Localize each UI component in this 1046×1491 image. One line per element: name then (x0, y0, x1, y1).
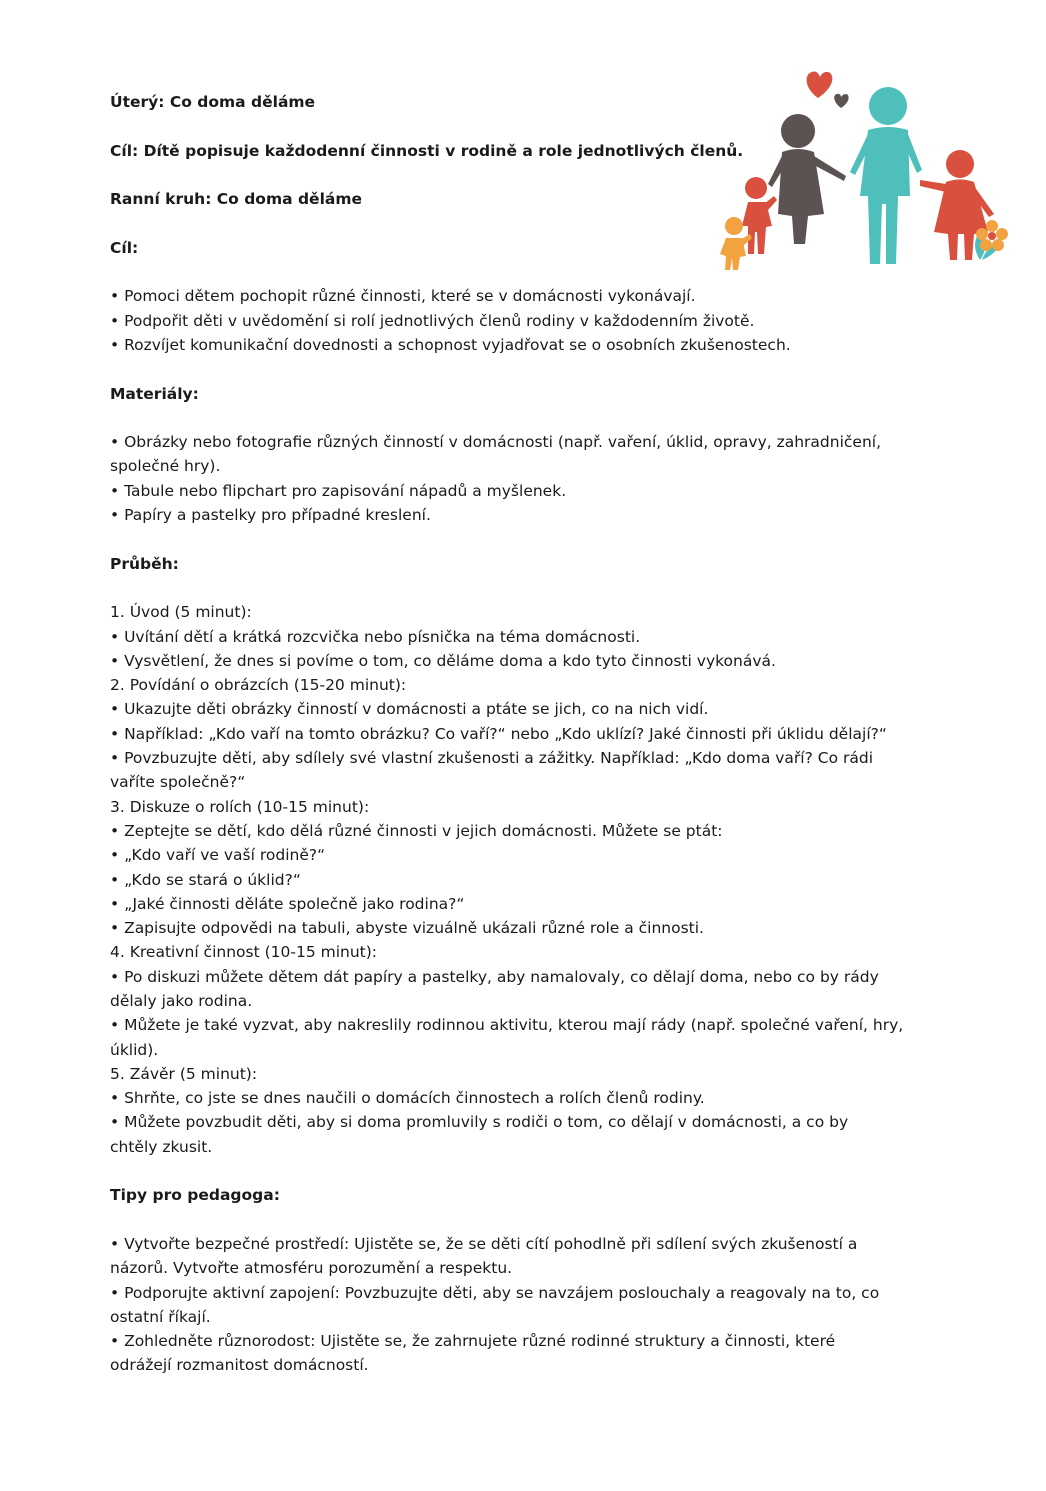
page-title: Úterý: Co doma děláme (110, 93, 316, 111)
process-line: • „Jaké činnosti děláte společně jako rodina?“ (110, 894, 465, 913)
process-line: • Můžete povzbudit děti, aby si doma promluvily s rodiči o tom, co dělají v domácnosti, a co by (110, 1113, 849, 1132)
process-line: • Uvítání dětí a krátká rozcvička nebo písnička na téma domácnosti. (110, 627, 641, 646)
process-line: 4. Kreativní činnost (10-15 minut): (110, 943, 378, 962)
process-line: dělaly jako rodina. (110, 991, 253, 1010)
process-line: vaříte společně?“ (110, 773, 246, 792)
process-line: • Můžete je také vyzvat, aby nakreslily rodinnou aktivitu, kterou mají rády (např. společné vaření, hry, (110, 1016, 904, 1035)
process-list (110, 600, 940, 1159)
process-line: • Zeptejte se dětí, kdo dělá různé činnosti v jejich domácnosti. Můžete se ptát: (110, 821, 723, 840)
tips-line: odrážejí rozmanitost domácností. (110, 1356, 369, 1375)
tips-list (110, 1232, 940, 1378)
document-body (110, 90, 940, 1378)
tips-line: ostatní říkají. (110, 1307, 211, 1326)
tips-heading: Tipy pro pedagoga: (110, 1186, 280, 1205)
materials-list (110, 430, 940, 527)
materials-item: společné hry). (110, 457, 221, 476)
process-line: • Po diskuzi můžete dětem dát papíry a pastelky, aby namalovaly, co dělají doma, nebo co by rády (110, 967, 879, 986)
process-line: • Vysvětlení, že dnes si povíme o tom, co děláme doma a kdo tyto činnosti vykonává. (110, 651, 776, 670)
main-goal: Cíl: Dítě popisuje každodenní činnosti v rodině a role jednotlivých členů. (110, 141, 744, 160)
process-line: chtěly zkusit. (110, 1137, 213, 1156)
process-line: • „Kdo vaří ve vaší rodině?“ (110, 846, 326, 865)
tips-line: • Zohledněte různorodost: Ujistěte se, že zahrnujete různé rodinné struktury a činnosti, které (110, 1332, 836, 1351)
process-line: • Shrňte, co jste se dnes naučili o domácích činnostech a rolích členů rodiny. (110, 1089, 705, 1108)
tips-line: názorů. Vytvořte atmosféru porozumění a respektu. (110, 1259, 513, 1278)
process-line: 3. Diskuze o rolích (10-15 minut): (110, 797, 370, 816)
materials-heading: Materiály: (110, 384, 199, 403)
materials-item: • Papíry a pastelky pro případné kreslení. (110, 506, 431, 525)
materials-item: • Tabule nebo flipchart pro zapisování nápadů a myšlenek. (110, 481, 567, 500)
process-line: • Povzbuzujte děti, aby sdílely své vlastní zkušenosti a zážitky. Například: „Kdo doma vaří? Co rádi (110, 749, 873, 768)
process-line: 5. Závěr (5 minut): (110, 1064, 258, 1083)
process-line: • Zapisujte odpovědi na tabuli, abyste vizuálně ukázali různé role a činnosti. (110, 919, 704, 938)
goals-list (110, 284, 940, 357)
process-line: 2. Povídání o obrázcích (15-20 minut): (110, 676, 407, 695)
tips-line: • Vytvořte bezpečné prostředí: Ujistěte se, že se děti cítí pohodlně při sdílení svých zkušeností a (110, 1234, 858, 1253)
tips-line: • Podporujte aktivní zapojení: Povzbuzujte děti, aby se navzájem poslouchaly a reagovaly na to, co (110, 1283, 880, 1302)
goal-item: • Podpořit děti v uvědomění si rolí jednotlivých členů rodiny v každodenním životě. (110, 311, 755, 330)
goal-item: • Rozvíjet komunikační dovednosti a schopnost vyjadřovat se o osobních zkušenostech. (110, 335, 791, 354)
goal-heading: Cíl: (110, 238, 139, 257)
process-line: • „Kdo se stará o úklid?“ (110, 870, 301, 889)
process-heading: Průběh: (110, 554, 179, 573)
goal-item: • Pomoci dětem pochopit různé činnosti, které se v domácnosti vykonávají. (110, 287, 696, 306)
materials-item: • Obrázky nebo fotografie různých činností v domácnosti (např. vaření, úklid, opravy, zahradničení, (110, 433, 882, 452)
process-line: • Ukazujte děti obrázky činností v domácnosti a ptáte se jich, co na nich vidí. (110, 700, 709, 719)
process-line: 1. Úvod (5 minut): (110, 603, 252, 622)
morning-circle-heading: Ranní kruh: Co doma děláme (110, 190, 363, 209)
process-line: úklid). (110, 1040, 159, 1059)
process-line: • Například: „Kdo vaří na tomto obrázku? Co vaří?“ nebo „Kdo uklízí? Jaké činnosti při úklidu dělají?“ (110, 724, 887, 743)
